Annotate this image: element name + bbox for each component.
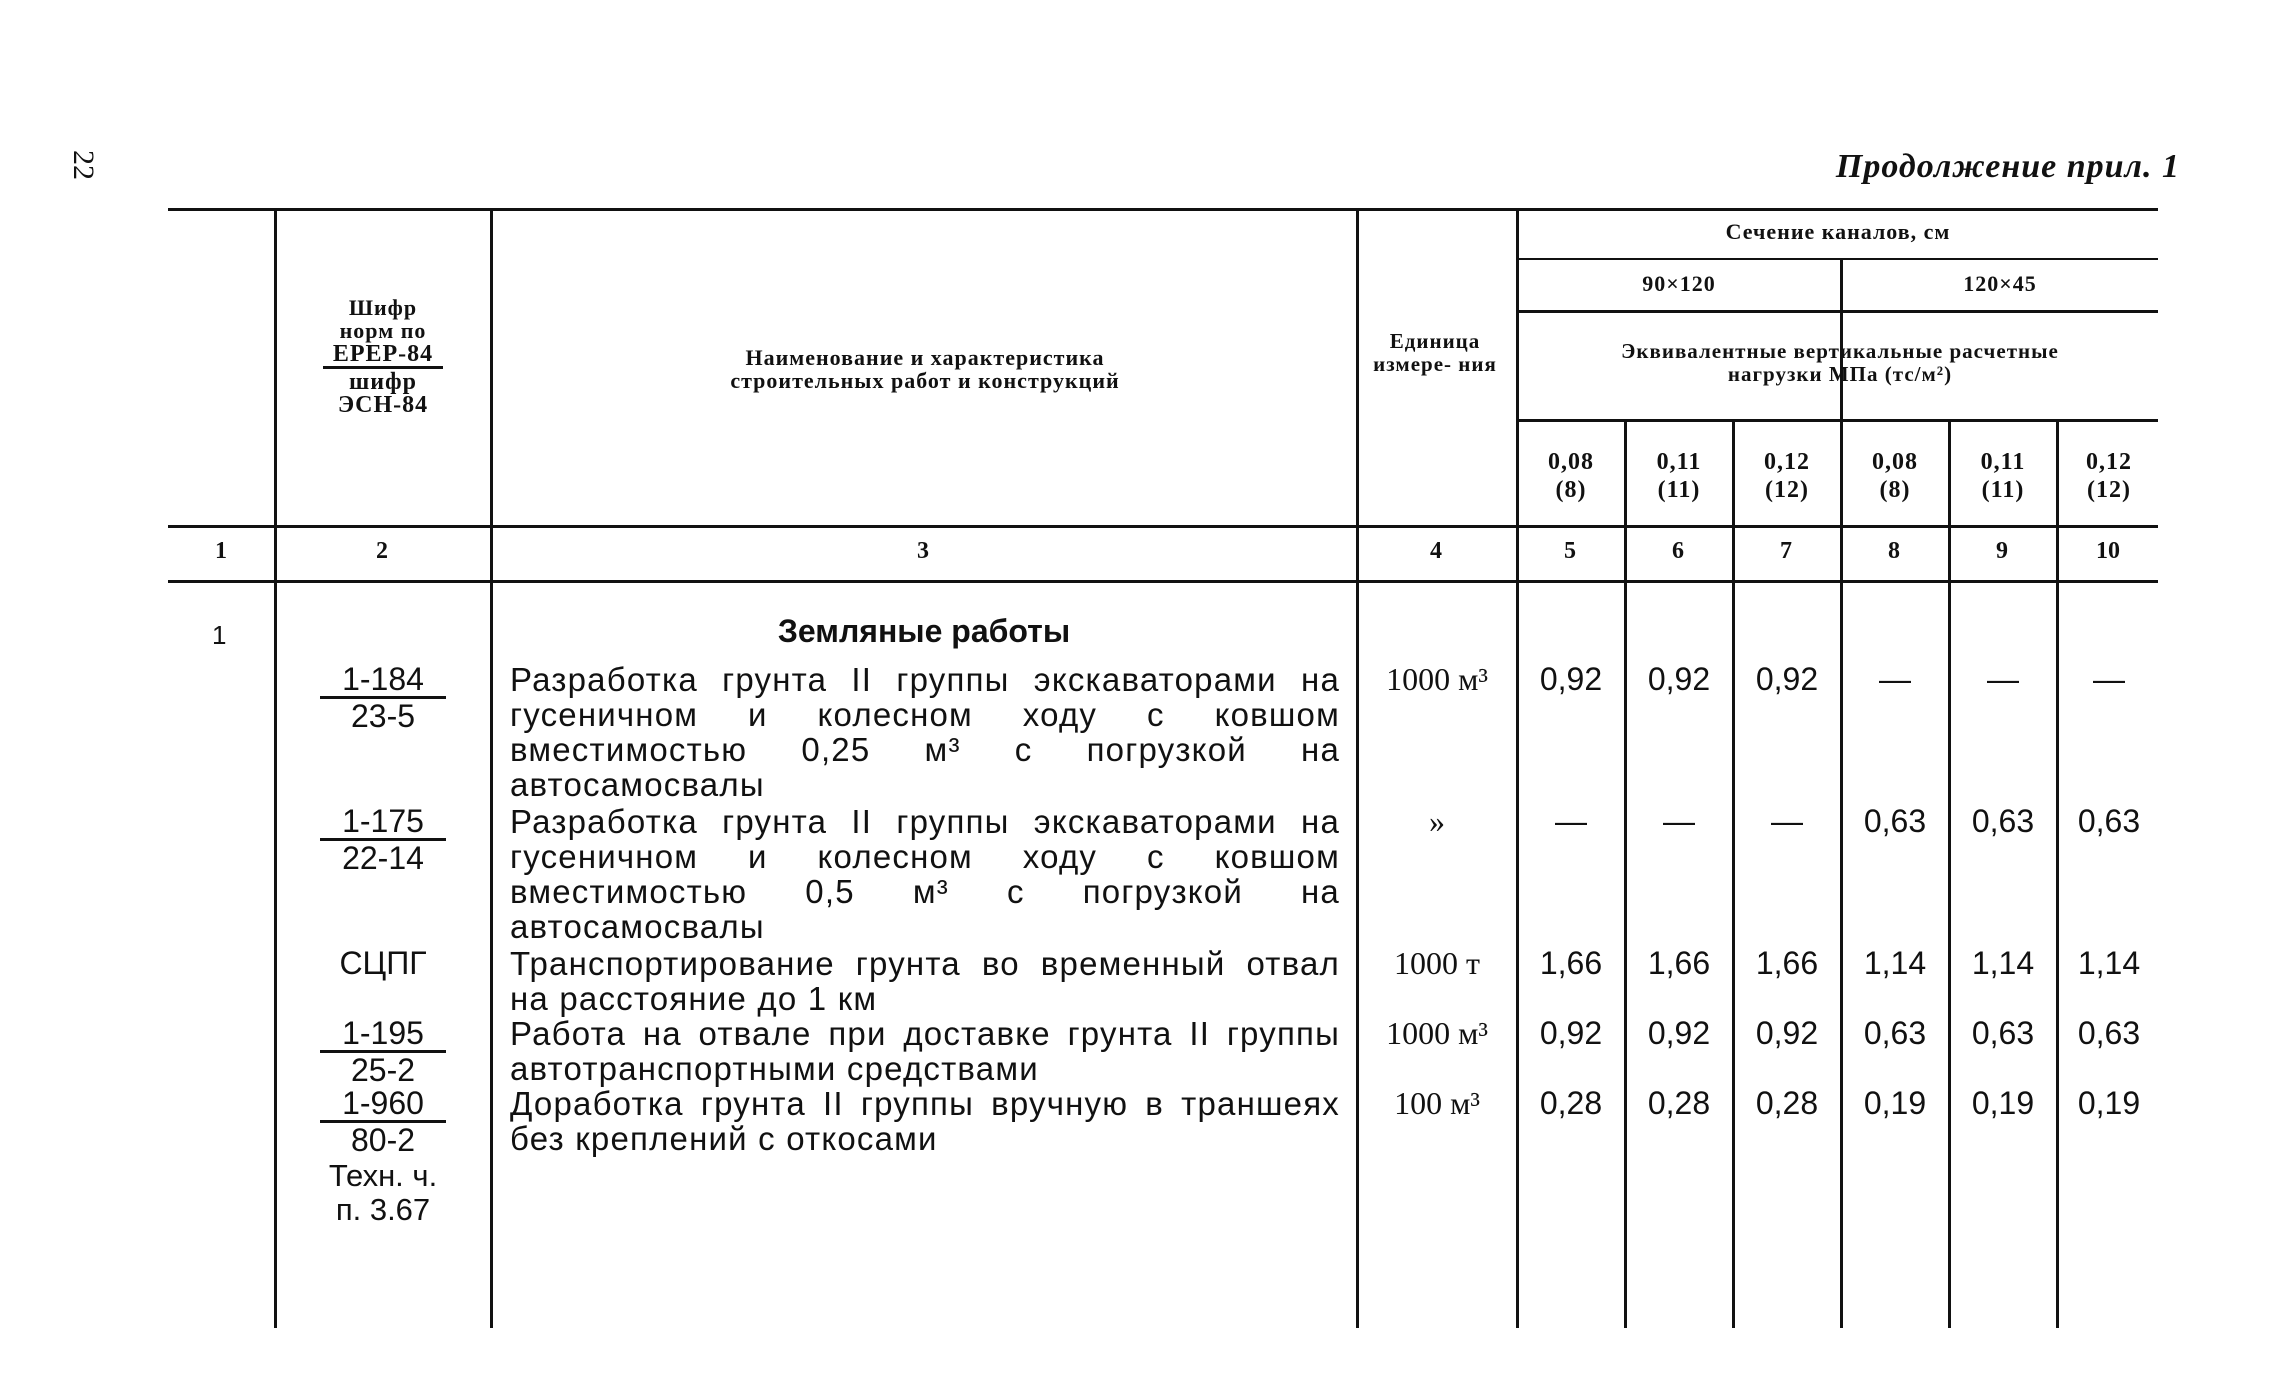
row-description: Транспортирование грунта во временный отвал на расстояние до 1 км (510, 945, 1340, 1017)
row-value: 0,63 (1863, 1015, 1927, 1051)
row-value: 0,63 (1971, 1015, 2035, 1051)
row-value: — (1555, 803, 1587, 839)
header-bottom-border (168, 525, 2158, 528)
page-number: 22 (67, 150, 100, 180)
header-size-a: 90×120 (1642, 271, 1716, 296)
row-value: — (1879, 661, 1911, 697)
header-unit: Единица измере- ния (1373, 329, 1497, 376)
row-value: 0,63 (2077, 803, 2141, 839)
column-number: 4 (1430, 538, 1442, 564)
row-code-ferer: 1-195 (320, 1016, 446, 1053)
row-unit: 100 м³ (1394, 1085, 1480, 1121)
column-number: 6 (1672, 538, 1684, 564)
header-size-b: 120×45 (1963, 271, 2037, 296)
row-description: Доработка грунта II группы вручную в траншеях без креплений с откосами (510, 1085, 1340, 1157)
load-column-header: 0,11 (11) (1980, 449, 2026, 503)
load-column-header: 0,12 (12) (1764, 449, 1810, 503)
row-value: 0,19 (1863, 1085, 1927, 1121)
col-divider-4-5 (1516, 208, 1519, 1328)
row-value: — (2093, 661, 2125, 697)
row-code-ferer: 1-184 (320, 662, 446, 699)
header-loads: Эквивалентные вертикальные расчетные нагрузки МПа (тс/м²) (1621, 339, 2059, 386)
row-code-esn: 23-5 (350, 698, 416, 734)
header-code-cell (276, 296, 490, 417)
row-code-ferer: СЦПГ (339, 945, 427, 981)
col-divider-7-8 (1840, 258, 1843, 1328)
column-number: 10 (2096, 538, 2120, 564)
row-code (276, 804, 490, 875)
row-value: 0,63 (1863, 803, 1927, 839)
header-code-top: Шифр норм по (339, 295, 427, 343)
row-value: 0,92 (1647, 661, 1711, 697)
load-column-header: 0,08 (8) (1872, 449, 1918, 503)
row-description: Работа на отвале при доставке грунта II группы автотранспортными средствами (510, 1015, 1340, 1087)
section-title: Земляные работы (777, 613, 1071, 649)
col-divider-3-4 (1356, 208, 1359, 1328)
row-code (276, 662, 490, 733)
row-value: 1,14 (1971, 945, 2035, 981)
colnum-bottom-border (168, 580, 2158, 583)
row-description: Разработка грунта II группы экскаваторами на гусеничном и колесном ходу с ковшом вместимостью 0,5 м³ с погрузкой на автосамосвалы (510, 803, 1340, 945)
row-code-esn: 22-14 (342, 840, 424, 876)
row-value: 0,92 (1539, 1015, 1603, 1051)
row-code-esn: 80-2 (350, 1122, 416, 1158)
continuation-title: Продолжение прил. 1 (1835, 148, 2180, 185)
row-code (276, 1086, 490, 1227)
row-value: 0,28 (1755, 1085, 1819, 1121)
column-number: 2 (376, 538, 388, 564)
row-value: 0,28 (1539, 1085, 1603, 1121)
group-divider (1516, 258, 2158, 260)
row-value: 0,92 (1539, 661, 1603, 697)
header-code-num: ЕРЕР-84 (323, 343, 443, 369)
row-value: 0,92 (1647, 1015, 1711, 1051)
row-unit: 1000 т (1394, 945, 1480, 981)
load-column-header: 0,08 (8) (1548, 449, 1594, 503)
row-value: 1,14 (2077, 945, 2141, 981)
row-value: 0,63 (2077, 1015, 2141, 1051)
column-number: 3 (917, 538, 929, 564)
column-number: 7 (1780, 538, 1792, 564)
row-value: 0,92 (1755, 661, 1819, 697)
row-value: 1,14 (1863, 945, 1927, 981)
row-value: — (1771, 803, 1803, 839)
size-divider (1516, 310, 2158, 313)
row-value: 0,92 (1755, 1015, 1819, 1051)
row-code-ferer: 1-175 (320, 804, 446, 841)
header-section-group: Сечение каналов, см (1725, 219, 1951, 244)
row-unit: 1000 м³ (1386, 1015, 1488, 1051)
row-code (276, 946, 490, 980)
row-value: 0,28 (1647, 1085, 1711, 1121)
row-index: 1 (212, 620, 227, 650)
column-number: 9 (1996, 538, 2008, 564)
table-top-border (168, 208, 2158, 211)
column-number: 1 (215, 538, 227, 564)
row-code-esn: 25-2 (350, 1052, 416, 1088)
load-column-header: 0,12 (12) (2086, 449, 2132, 503)
row-value: — (1987, 661, 2019, 697)
loads-divider (1516, 419, 2158, 422)
row-value: — (1663, 803, 1695, 839)
row-description: Разработка грунта II группы экскаваторами на гусеничном и колесном ходу с ковшом вместимостью 0,25 м³ с погрузкой на автосамосвалы (510, 661, 1340, 803)
load-column-header: 0,11 (11) (1656, 449, 1702, 503)
row-code-note: Техн. ч. п. 3.67 (328, 1158, 438, 1227)
row-code (276, 1016, 490, 1087)
row-value: 1,66 (1647, 945, 1711, 981)
row-unit: » (1429, 803, 1445, 839)
row-value: 0,19 (1971, 1085, 2035, 1121)
header-code-bottom: шифр ЭСН-84 (337, 369, 429, 418)
row-value: 0,63 (1971, 803, 2035, 839)
column-number: 5 (1564, 538, 1576, 564)
column-number: 8 (1888, 538, 1900, 564)
row-code-ferer: 1-960 (320, 1086, 446, 1123)
row-value: 1,66 (1539, 945, 1603, 981)
row-unit: 1000 м³ (1386, 661, 1488, 697)
header-description: Наименование и характеристика строительных работ и конструкций (730, 345, 1120, 393)
row-value: 0,19 (2077, 1085, 2141, 1121)
col-divider-2-3 (490, 208, 493, 1328)
row-value: 1,66 (1755, 945, 1819, 981)
